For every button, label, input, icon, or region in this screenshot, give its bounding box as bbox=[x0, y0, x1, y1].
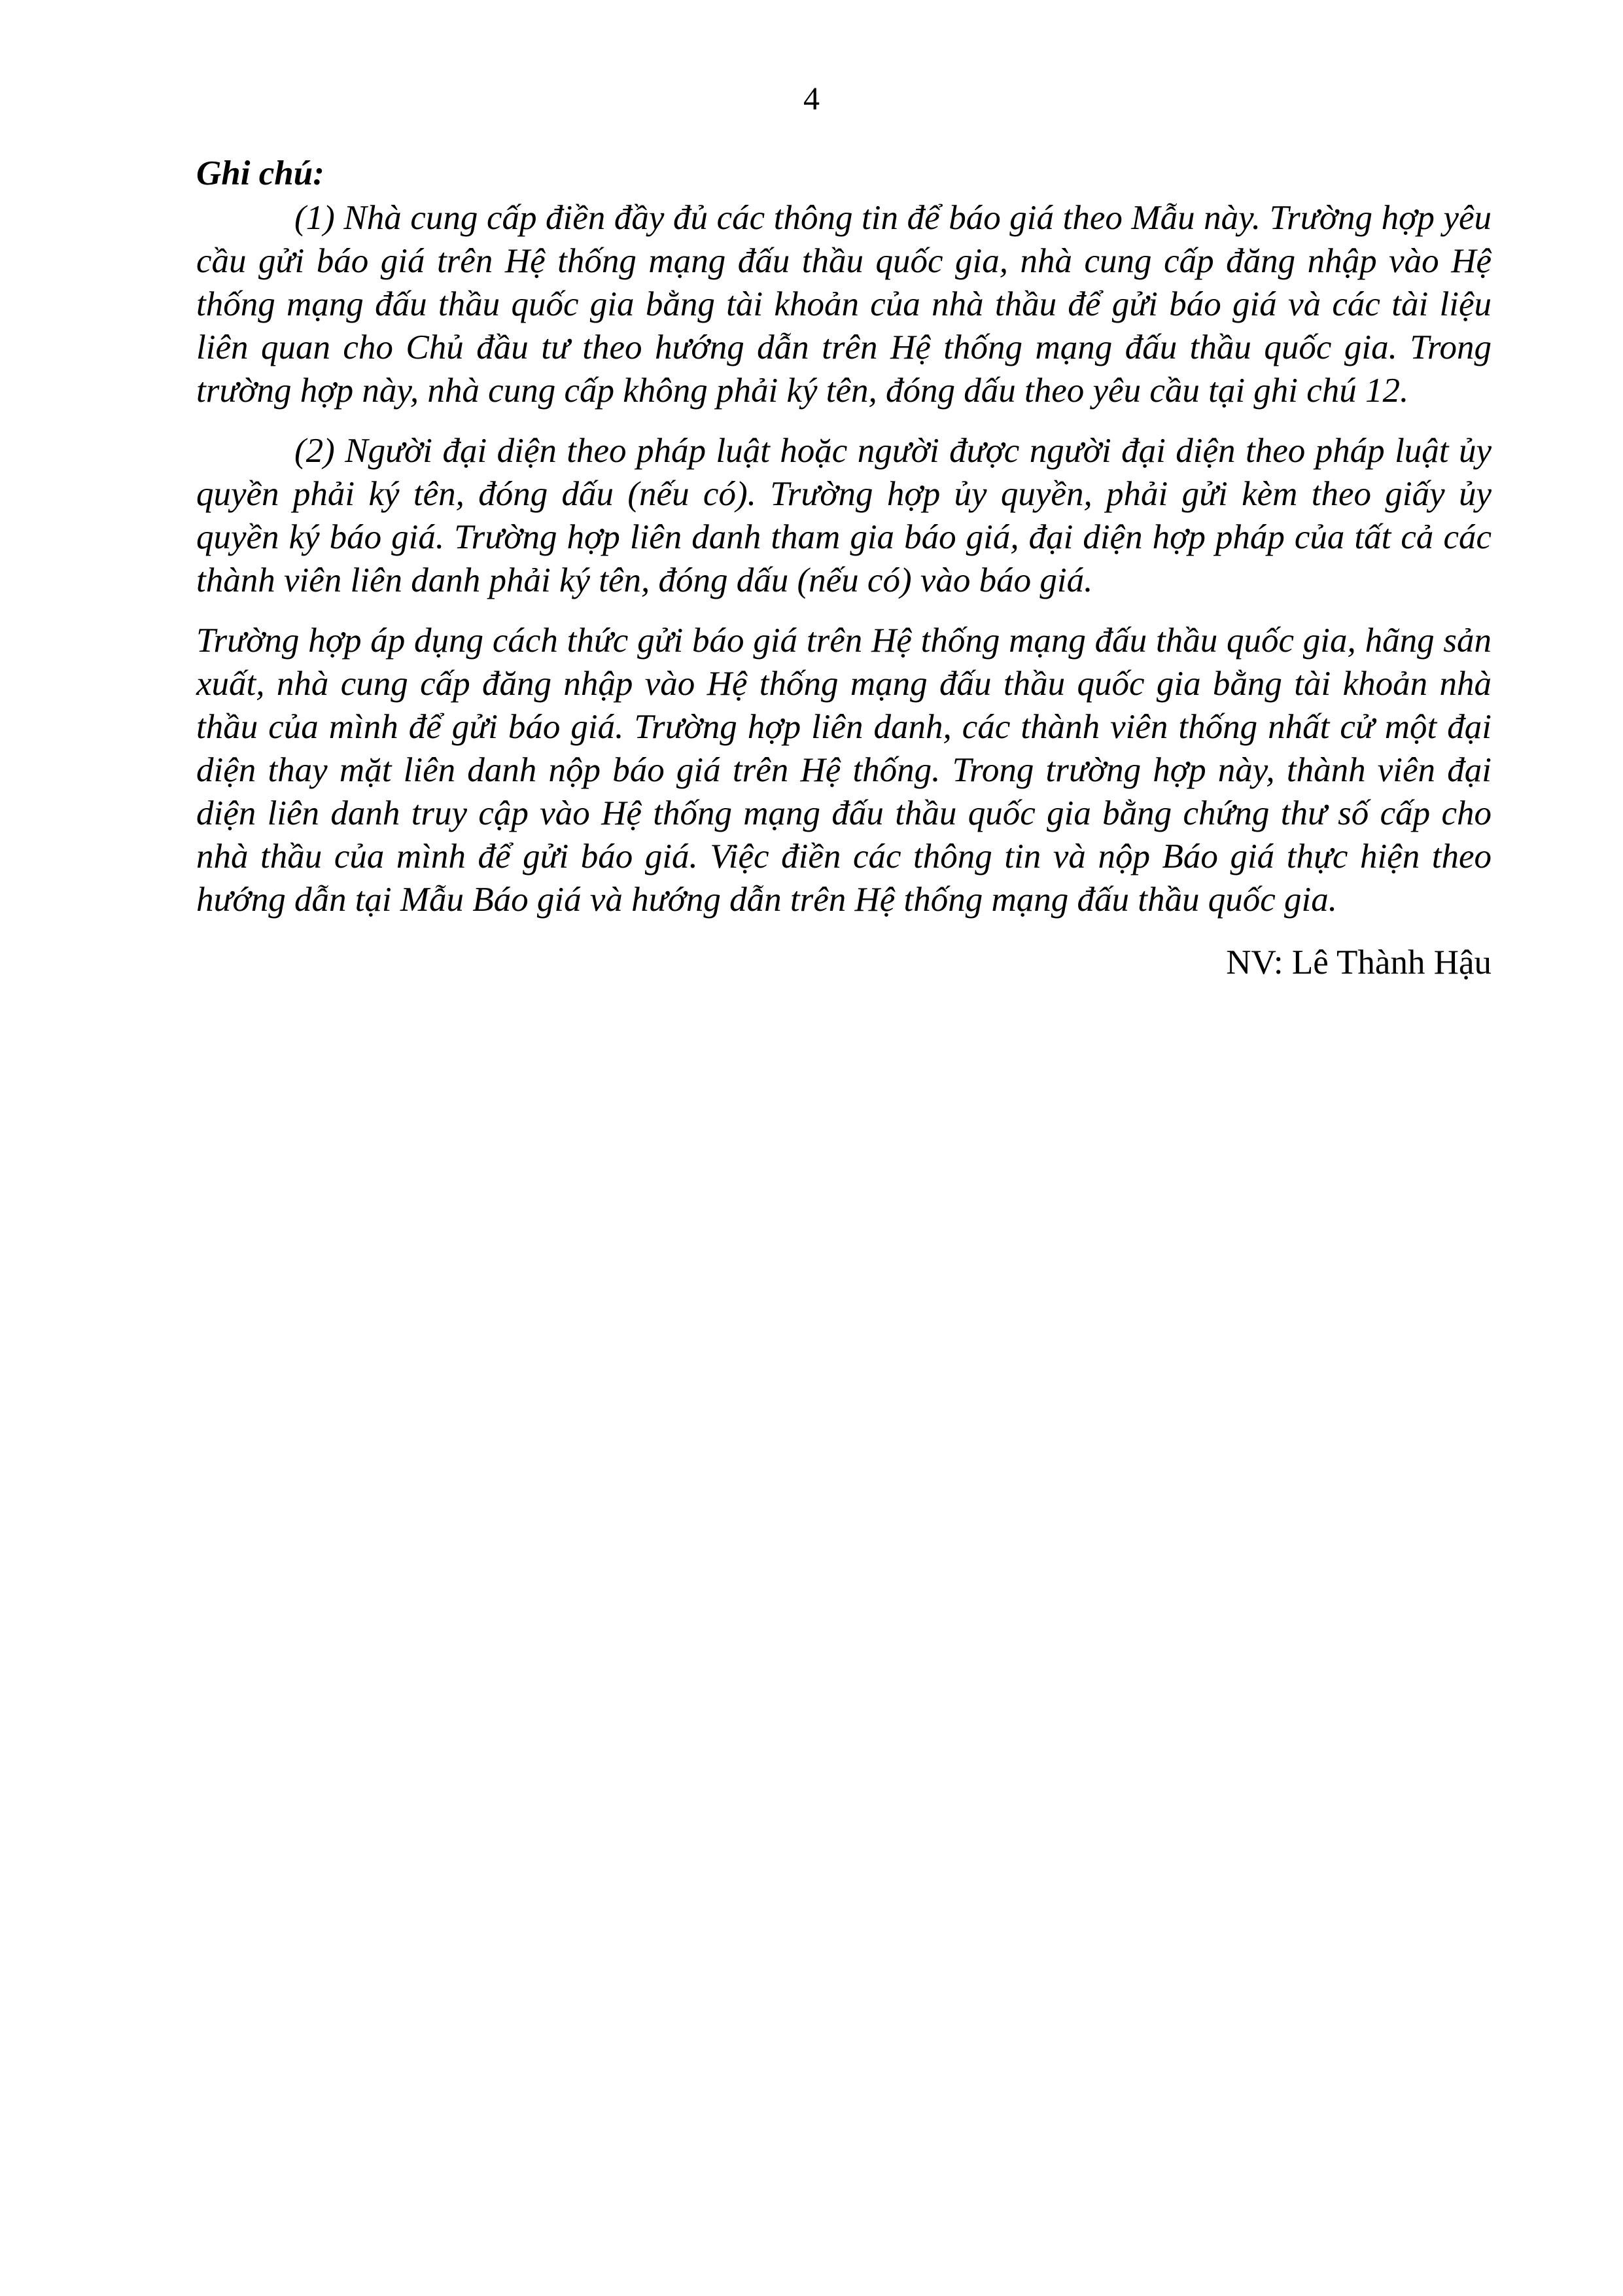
note-paragraph-3: Trường hợp áp dụng cách thức gửi báo giá trên Hệ thống mạng đấu thầu quốc gia, hãng sản xuất, nhà cung cấp đăng nhập vào Hệ thống mạng đấu thầu quốc gia bằng tài khoản nhà thầu của mình để gửi báo giá. Trường hợp liên danh, các thành viên thống nhất cử một đại diện thay mặt liên danh nộp báo giá trên Hệ thống. Trong trường hợp này, thành viên đại diện liên danh truy cập vào Hệ thống mạng đấu thầu quốc gia bằng chứng thư số cấp cho nhà thầu của mình để gửi báo giá. Việc điền các thông tin và nộp Báo giá thực hiện theo hướng dẫn tại Mẫu Báo giá và hướng dẫn trên Hệ thống mạng đấu thầu quốc gia. bbox=[196, 622, 1492, 919]
note-paragraph-1: (1) Nhà cung cấp điền đầy đủ các thông tin để báo giá theo Mẫu này. Trường hợp yêu cầu gửi báo giá trên Hệ thống mạng đấu thầu quốc gia, nhà cung cấp đăng nhập vào Hệ thống mạng đấu thầu quốc gia bằng tài khoản của nhà thầu để gửi báo giá và các tài liệu liên quan cho Chủ đầu tư theo hướng dẫn trên Hệ thống mạng đấu thầu quốc gia. Trong trường hợp này, nhà cung cấp không phải ký tên, đóng dấu theo yêu cầu tại ghi chú 12. bbox=[196, 199, 1492, 410]
page-number: 4 bbox=[803, 80, 820, 116]
signature: NV: Lê Thành Hậu bbox=[1226, 944, 1492, 981]
note-paragraph-2: (2) Người đại diện theo pháp luật hoặc người được người đại diện theo pháp luật ủy quyền phải ký tên, đóng dấu (nếu có). Trường hợp ủy quyền, phải gửi kèm theo giấy ủy quyền ký báo giá. Trường hợp liên danh tham gia báo giá, đại diện hợp pháp của tất cả các thành viên liên danh phải ký tên, đóng dấu (nếu có) vào báo giá. bbox=[196, 432, 1492, 599]
notes-section bbox=[196, 152, 1492, 984]
notes-heading: Ghi chú: bbox=[196, 154, 324, 192]
